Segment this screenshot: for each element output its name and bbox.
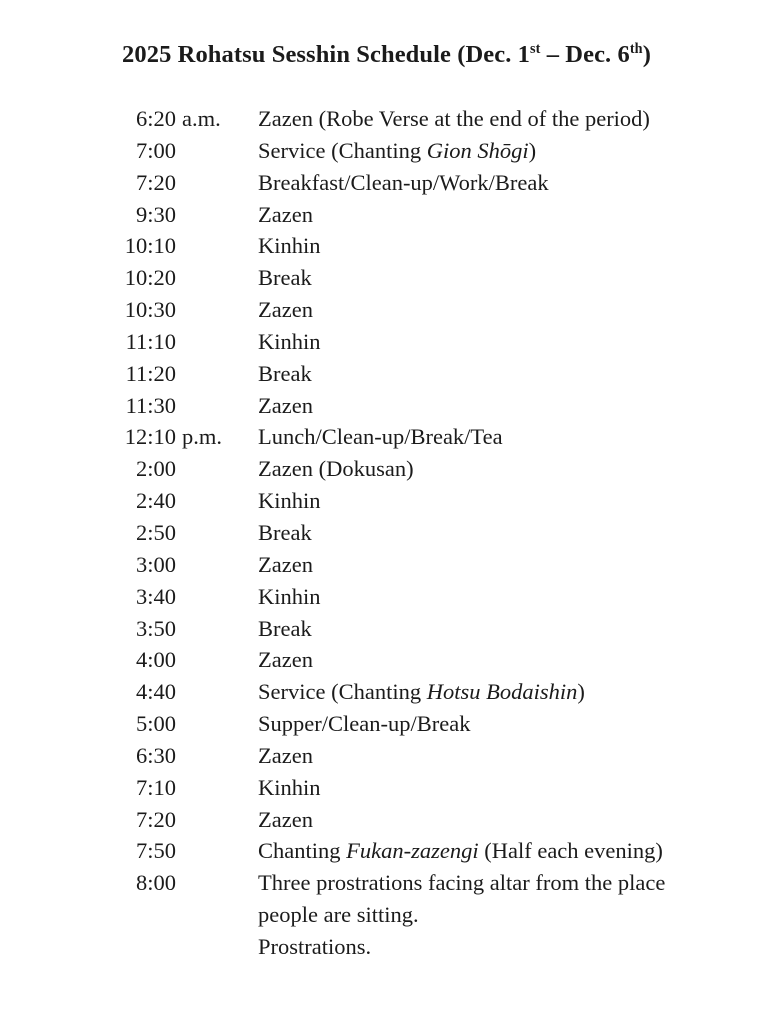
activity-cell [258, 581, 703, 613]
time-cell [120, 517, 258, 549]
schedule-row [120, 676, 773, 708]
activity-cell [258, 262, 703, 294]
time-cell [120, 358, 258, 390]
time-value: 4:00 [135, 647, 176, 673]
time-cell [120, 804, 258, 836]
schedule-row [120, 199, 773, 231]
activity-cell [258, 485, 703, 517]
activity-text: Kinhin [258, 774, 321, 800]
schedule-list [120, 103, 773, 963]
activity-text: Kinhin [258, 328, 321, 354]
activity-cell [258, 230, 703, 262]
activity-cell [258, 358, 703, 390]
schedule-row [120, 262, 773, 294]
time-cell [120, 485, 258, 517]
activity-line [258, 644, 703, 676]
activity-text: Zazen [258, 742, 313, 768]
time-cell [120, 199, 258, 231]
schedule-row [120, 867, 773, 963]
activity-text: Zazen (Dokusan) [258, 456, 414, 482]
time-value: 10:20 [124, 265, 176, 291]
schedule-row [120, 613, 773, 645]
activity-line [258, 230, 703, 262]
time-value: 10:10 [124, 233, 176, 259]
activity-text: Zazen [258, 392, 313, 418]
activity-cell [258, 835, 703, 867]
time-cell [120, 644, 258, 676]
activity-text: Break [258, 360, 312, 386]
document-title [0, 40, 773, 70]
activity-cell [258, 708, 703, 740]
schedule-row [120, 230, 773, 262]
schedule-row [120, 581, 773, 613]
schedule-row [120, 740, 773, 772]
time-value: 11:10 [125, 328, 176, 354]
activity-cell [258, 644, 703, 676]
activity-text: Chanting [258, 838, 347, 864]
activity-text: ) [577, 679, 585, 705]
schedule-row [120, 453, 773, 485]
time-value: 7:00 [135, 137, 176, 163]
title-text-middle: – Dec. 6 [540, 41, 630, 68]
schedule-row [120, 103, 773, 135]
schedule-row [120, 549, 773, 581]
time-cell [120, 262, 258, 294]
title-superscript-st: st [530, 40, 541, 57]
activity-text-italic: Fukan-zazengi [346, 838, 479, 864]
time-cell [120, 549, 258, 581]
activity-text: Zazen [258, 806, 313, 832]
time-value: 11:30 [125, 392, 176, 418]
schedule-row [120, 644, 773, 676]
activity-text: Zazen [258, 201, 313, 227]
time-cell [120, 326, 258, 358]
schedule-row [120, 135, 773, 167]
time-value: 8:00 [135, 870, 176, 896]
time-value: 6:20 [135, 106, 176, 131]
activity-line [258, 835, 703, 867]
activity-text: Lunch/Clean-up/Break/Tea [258, 424, 503, 450]
activity-text: Zazen [258, 297, 313, 323]
activity-text: Service (Chanting [258, 137, 427, 163]
activity-text: Break [258, 615, 312, 641]
activity-line [258, 804, 703, 836]
time-value: 11:20 [125, 360, 176, 386]
activity-cell [258, 804, 703, 836]
activity-line [258, 740, 703, 772]
time-cell [120, 708, 258, 740]
activity-line [258, 517, 703, 549]
activity-text-italic: Hotsu Bodaishin [426, 679, 578, 705]
activity-text-italic: Gion Shōgi [426, 137, 529, 163]
time-cell [120, 740, 258, 772]
activity-text: Prostrations. [258, 933, 372, 959]
activity-line [258, 772, 703, 804]
activity-line [258, 421, 703, 453]
time-value: 6:30 [135, 742, 176, 768]
activity-cell [258, 549, 703, 581]
activity-cell [258, 613, 703, 645]
schedule-row [120, 708, 773, 740]
activity-line [258, 326, 703, 358]
activity-cell [258, 294, 703, 326]
schedule-row [120, 294, 773, 326]
activity-cell [258, 867, 703, 963]
activity-text: Service (Chanting [258, 679, 427, 705]
time-cell [120, 453, 258, 485]
activity-line [258, 135, 703, 167]
activity-line [258, 262, 703, 294]
time-value: 5:00 [135, 711, 176, 737]
time-meridiem: p.m. [182, 424, 223, 450]
activity-line [258, 485, 703, 517]
time-value: 3:50 [135, 615, 176, 641]
schedule-row [120, 804, 773, 836]
time-cell [120, 135, 258, 167]
activity-cell [258, 740, 703, 772]
time-value: 7:20 [135, 169, 176, 195]
activity-line [258, 358, 703, 390]
activity-line [258, 931, 703, 963]
time-value: 2:40 [135, 488, 176, 514]
activity-line [258, 167, 703, 199]
time-value: 10:30 [124, 297, 176, 323]
time-cell [120, 581, 258, 613]
activity-text: Three prostrations facing altar from the place people are sitting. [258, 870, 666, 928]
activity-text: ) [528, 137, 537, 163]
time-value: 4:40 [135, 679, 176, 705]
activity-line [258, 708, 703, 740]
time-value: 7:10 [135, 774, 176, 800]
title-text-suffix: ) [642, 41, 651, 68]
activity-cell [258, 135, 703, 167]
time-value: 7:20 [135, 806, 176, 832]
time-cell [120, 294, 258, 326]
schedule-row [120, 835, 773, 867]
time-value: 9:30 [135, 201, 176, 227]
activity-cell [258, 167, 703, 199]
activity-text: Zazen (Robe Verse at the end of the period) [258, 106, 650, 131]
activity-cell [258, 517, 703, 549]
activity-line [258, 549, 703, 581]
time-cell [120, 103, 258, 135]
activity-cell [258, 676, 703, 708]
activity-line [258, 103, 703, 135]
time-value: 3:00 [135, 551, 176, 577]
schedule-row [120, 358, 773, 390]
time-cell [120, 772, 258, 804]
time-value: 3:40 [135, 583, 176, 609]
activity-cell [258, 421, 703, 453]
activity-cell [258, 453, 703, 485]
time-value: 2:00 [135, 456, 176, 482]
schedule-row [120, 517, 773, 549]
activity-text: Zazen [258, 647, 313, 673]
activity-text: Breakfast/Clean-up/Work/Break [258, 169, 549, 195]
title-text: 2025 Rohatsu Sesshin Schedule (Dec. 1 [122, 41, 531, 68]
schedule-row [120, 485, 773, 517]
activity-text: Zazen [258, 551, 313, 577]
time-cell [120, 676, 258, 708]
activity-line [258, 676, 703, 708]
activity-text: Kinhin [258, 583, 321, 609]
activity-text: (Half each evening) [478, 838, 663, 864]
activity-line [258, 390, 703, 422]
activity-cell [258, 326, 703, 358]
time-value: 12:10 [124, 424, 176, 450]
activity-line [258, 199, 703, 231]
time-value: 7:50 [135, 838, 176, 864]
schedule-row [120, 390, 773, 422]
time-value: 2:50 [135, 519, 176, 545]
activity-text: Supper/Clean-up/Break [258, 711, 471, 737]
activity-cell [258, 103, 703, 135]
activity-text: Kinhin [258, 488, 321, 514]
activity-text: Break [258, 519, 312, 545]
schedule-row [120, 421, 773, 453]
activity-cell [258, 390, 703, 422]
time-cell [120, 421, 258, 453]
time-cell [120, 390, 258, 422]
activity-line [258, 581, 703, 613]
schedule-row [120, 326, 773, 358]
activity-text: Kinhin [258, 233, 321, 259]
schedule-row [120, 772, 773, 804]
time-meridiem: a.m. [182, 106, 221, 131]
time-cell [120, 230, 258, 262]
time-cell [120, 613, 258, 645]
title-superscript-th: th [629, 40, 643, 57]
activity-text: Break [258, 265, 312, 291]
schedule-row [120, 167, 773, 199]
time-cell [120, 835, 258, 867]
activity-line [258, 613, 703, 645]
activity-cell [258, 772, 703, 804]
activity-line [258, 453, 703, 485]
time-cell [120, 167, 258, 199]
activity-line [258, 294, 703, 326]
time-cell [120, 867, 258, 899]
activity-line [258, 867, 703, 931]
activity-cell [258, 199, 703, 231]
